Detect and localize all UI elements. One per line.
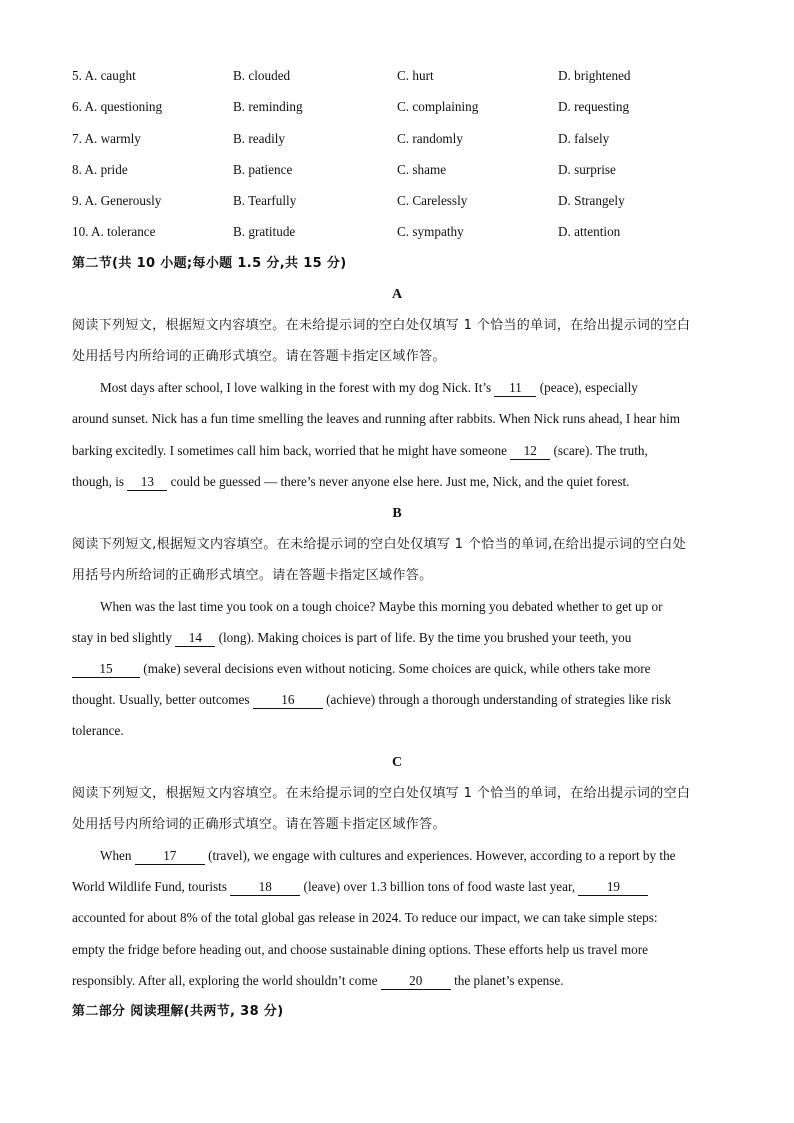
- blank-16: 16: [253, 692, 323, 709]
- blank-14: 14: [175, 630, 215, 647]
- option-b: B. patience: [233, 162, 293, 177]
- passage-c-line-1: When 17 (travel), we engage with cultures and experiences. However, according to a report by the: [100, 848, 676, 863]
- option-a: 5. A. caught: [72, 68, 136, 83]
- option-row-10: [72, 222, 752, 242]
- passage-a-label: A: [391, 287, 403, 302]
- section-2-title: 第二节(共 10 小题;每小题 1.5 分,共 15 分): [72, 256, 347, 271]
- option-c: C. randomly: [397, 131, 463, 146]
- option-c: C. shame: [397, 162, 447, 177]
- option-d: D. brightened: [558, 68, 631, 83]
- passage-a-line-3: barking excitedly. I sometimes call him back, worried that he might have someone 12 (scare). The truth,: [72, 443, 648, 458]
- passage-b-line-4: thought. Usually, better outcomes 16 (achieve) through a thorough understanding of strategies like risk: [72, 692, 672, 707]
- option-a: 9. A. Generously: [72, 193, 162, 208]
- passage-b-instructions-1: 阅读下列短文,根据短文内容填空。在未给提示词的空白处仅填写 1 个恰当的单词,在给出提示词的空白处: [72, 537, 686, 552]
- passage-b-line-2: stay in bed slightly 14 (long). Making choices is part of life. By the time you brushed your teeth, you: [72, 630, 632, 645]
- blank-15: 15: [72, 661, 140, 678]
- option-a: 10. A. tolerance: [72, 224, 156, 239]
- option-row-8: [72, 160, 752, 180]
- option-a: 7. A. warmly: [72, 131, 141, 146]
- passage-c-instructions-2: 处用括号内所给词的正确形式填空。请在答题卡指定区域作答。: [72, 817, 446, 832]
- passage-c-line-5: responsibly. After all, exploring the world shouldn’t come 20 the planet’s expense.: [72, 973, 564, 988]
- passage-b-line-3: 15 (make) several decisions even without noticing. Some choices are quick, while others take more: [72, 659, 722, 679]
- option-c: C. hurt: [397, 68, 434, 83]
- option-a: 8. A. pride: [72, 162, 128, 177]
- option-b: B. clouded: [233, 68, 291, 83]
- passage-a-line-1: Most days after school, I love walking in the forest with my dog Nick. It’s 11 (peace), especially: [100, 380, 638, 395]
- blank-20: 20: [381, 973, 451, 990]
- option-row-6: [72, 97, 752, 117]
- passage-a-instructions-2: 处用括号内所给词的正确形式填空。请在答题卡指定区域作答。: [72, 349, 446, 364]
- option-b: B. readily: [233, 131, 286, 146]
- option-d: D. attention: [558, 224, 621, 239]
- passage-b-label: B: [392, 506, 402, 521]
- option-b: B. gratitude: [233, 224, 296, 239]
- option-c: C. Carelessly: [397, 193, 468, 208]
- option-d: D. requesting: [558, 99, 630, 114]
- option-c: C. sympathy: [397, 224, 464, 239]
- blank-19: 19: [578, 879, 648, 896]
- passage-a-line-4: though, is 13 could be guessed — there’s never anyone else here. Just me, Nick, and the quiet forest.: [72, 474, 630, 489]
- option-d: D. Strangely: [558, 193, 625, 208]
- blank-12: 12: [510, 443, 550, 460]
- passage-b-instructions-2: 用括号内所给词的正确形式填空。请在答题卡指定区域作答。: [72, 568, 433, 583]
- blank-11: 11: [494, 380, 536, 397]
- passage-c-line-4: empty the fridge before heading out, and choose sustainable dining options. These efforts help us travel more: [72, 942, 648, 957]
- option-b: B. Tearfully: [233, 193, 297, 208]
- option-c: C. complaining: [397, 99, 479, 114]
- passage-c-label: C: [391, 755, 403, 770]
- blank-18: 18: [230, 879, 300, 896]
- option-a: 6. A. questioning: [72, 99, 163, 114]
- option-d: D. falsely: [558, 131, 610, 146]
- passage-b-line-1: When was the last time you took on a tough choice? Maybe this morning you debated whether to get up or: [100, 599, 663, 614]
- option-row-5: [72, 66, 752, 86]
- blank-13: 13: [127, 474, 167, 491]
- option-b: B. reminding: [233, 99, 303, 114]
- passage-b-line-5: tolerance.: [72, 723, 124, 738]
- passage-c-line-3: accounted for about 8% of the total global gas release in 2024. To reduce our impact, we can take simple steps:: [72, 910, 658, 925]
- passage-c-line-2: World Wildlife Fund, tourists 18 (leave) over 1.3 billion tons of food waste last year, 19: [72, 877, 722, 897]
- option-row-9: [72, 191, 752, 211]
- option-row-7: [72, 129, 752, 149]
- passage-c-instructions-1: 阅读下列短文，根据短文内容填空。在未给提示词的空白处仅填写 1 个恰当的单词，在给出提示词的空白: [72, 786, 691, 801]
- option-d: D. surprise: [558, 162, 616, 177]
- passage-a-instructions-1: 阅读下列短文，根据短文内容填空。在未给提示词的空白处仅填写 1 个恰当的单词，在给出提示词的空白: [72, 318, 691, 333]
- blank-17: 17: [135, 848, 205, 865]
- part-2-title: 第二部分 阅读理解(共两节, 38 分): [72, 1004, 284, 1019]
- passage-a-line-2: around sunset. Nick has a fun time smelling the leaves and running after rabbits. When Nick runs ahead, I hear him: [72, 411, 681, 426]
